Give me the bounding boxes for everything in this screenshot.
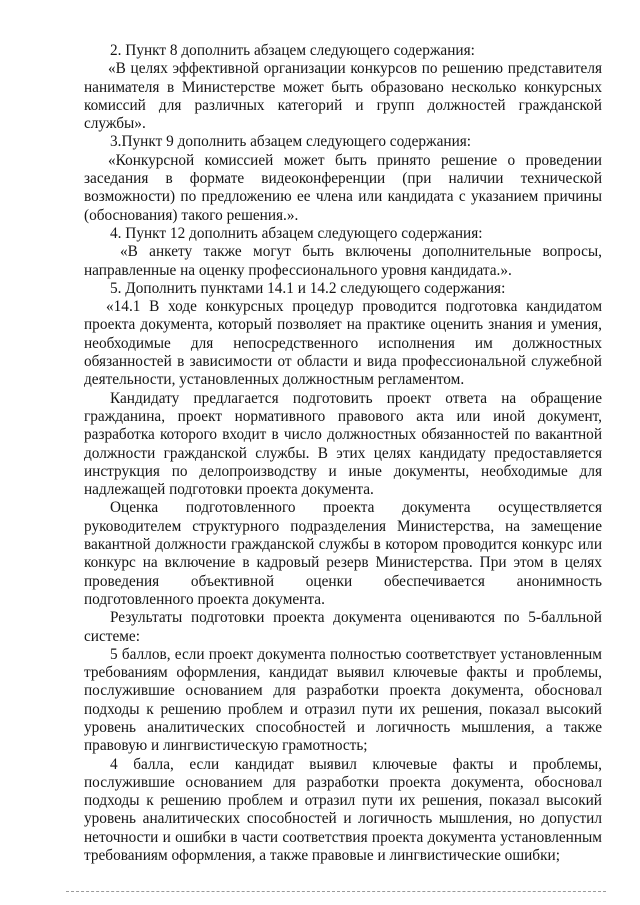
document-body [84, 42, 602, 865]
clause-scoring-system: Результаты подготовки проекта документа оцениваются по 5-балльной системе: [84, 609, 602, 645]
amendment-item-2: 2. Пункт 8 дополнить абзацем следующего содержания: [110, 42, 475, 59]
clause-14-1: «14.1 В ходе конкурсных процедур проводится подготовка кандидатом проекта документа, который позволяет на практике оценить знания и умения, необходимые для непосредственного исполнения им должностных обязанностей в зависимости от области и вида профессиональной служебной деятельности, установленных должностным регламентом. [84, 298, 602, 389]
amendment-text-3: «Конкурсной комиссией может быть принято решение о проведении заседания в формате видеоконференции (при наличии технической возможности) по предложению ее члена или кандидата с указанием причины (обоснования) такого решения.». [84, 151, 602, 224]
clause-candidate-task: Кандидату предлагается подготовить проект ответа на обращение гражданина, проект нормативного правового акта или иной документ, разработка которого входит в число должностных обязанностей по вакантной должности гражданской службы. В этих целях кандидату предоставляется инструкция по делопроизводству и иные документы, необходимые для надлежащей подготовки проекта документа. [84, 389, 602, 499]
bottom-divider [66, 891, 606, 892]
amendment-item-4: 4. Пункт 12 дополнить абзацем следующего содержания: [110, 224, 483, 242]
clause-evaluation: Оценка подготовленного проекта документа осуществляется руководителем структурного подразделения Министерства, на замещение вакантной должности гражданской службы в котором проводится конкурс или конкурс на включение в кадровый резерв Министерства. При этом в целях проведения объективной оценки обеспечивается анонимность подготовленного проекта документа. [84, 499, 602, 608]
score-5-criteria: 5 баллов, если проект документа полностью соответствует установленным требованиям оформления, кандидат выявил ключевые факты и проблемы, послужившие основанием для разработки проекта документа, обосновал подходы к решению проблем и отразил пути их решения, показал высокий уровень аналитических способностей и логичность мышления, а также правовую и лингвистическую грамотность; [84, 645, 602, 755]
amendment-text-2: «В целях эффективной организации конкурсов по решению представителя нанимателя в Министерстве может быть образовано несколько конкурсных комиссий для различных категорий и групп должностей гражданской службы». [84, 60, 602, 133]
amendment-text-4: «В анкету также могут быть включены дополнительные вопросы, направленные на оценку профессионального уровня кандидата.». [84, 243, 602, 279]
amendment-item-3: 3.Пункт 9 дополнить абзацем следующего содержания: [110, 133, 472, 151]
score-4-criteria: 4 балла, если кандидат выявил ключевые факты и проблемы, послужившие основанием для разработки проекта документа, обосновал подходы к решению проблем и отразил пути их решения, показал высокий уровень аналитических способностей и логичность мышления, но допустил неточности и ошибки в части соответствия проекта документа установленным требованиям оформления, а также правовые и лингвистические ошибки; [84, 755, 602, 865]
amendment-item-5: 5. Дополнить пунктами 14.1 и 14.2 следующего содержания: [110, 279, 506, 297]
